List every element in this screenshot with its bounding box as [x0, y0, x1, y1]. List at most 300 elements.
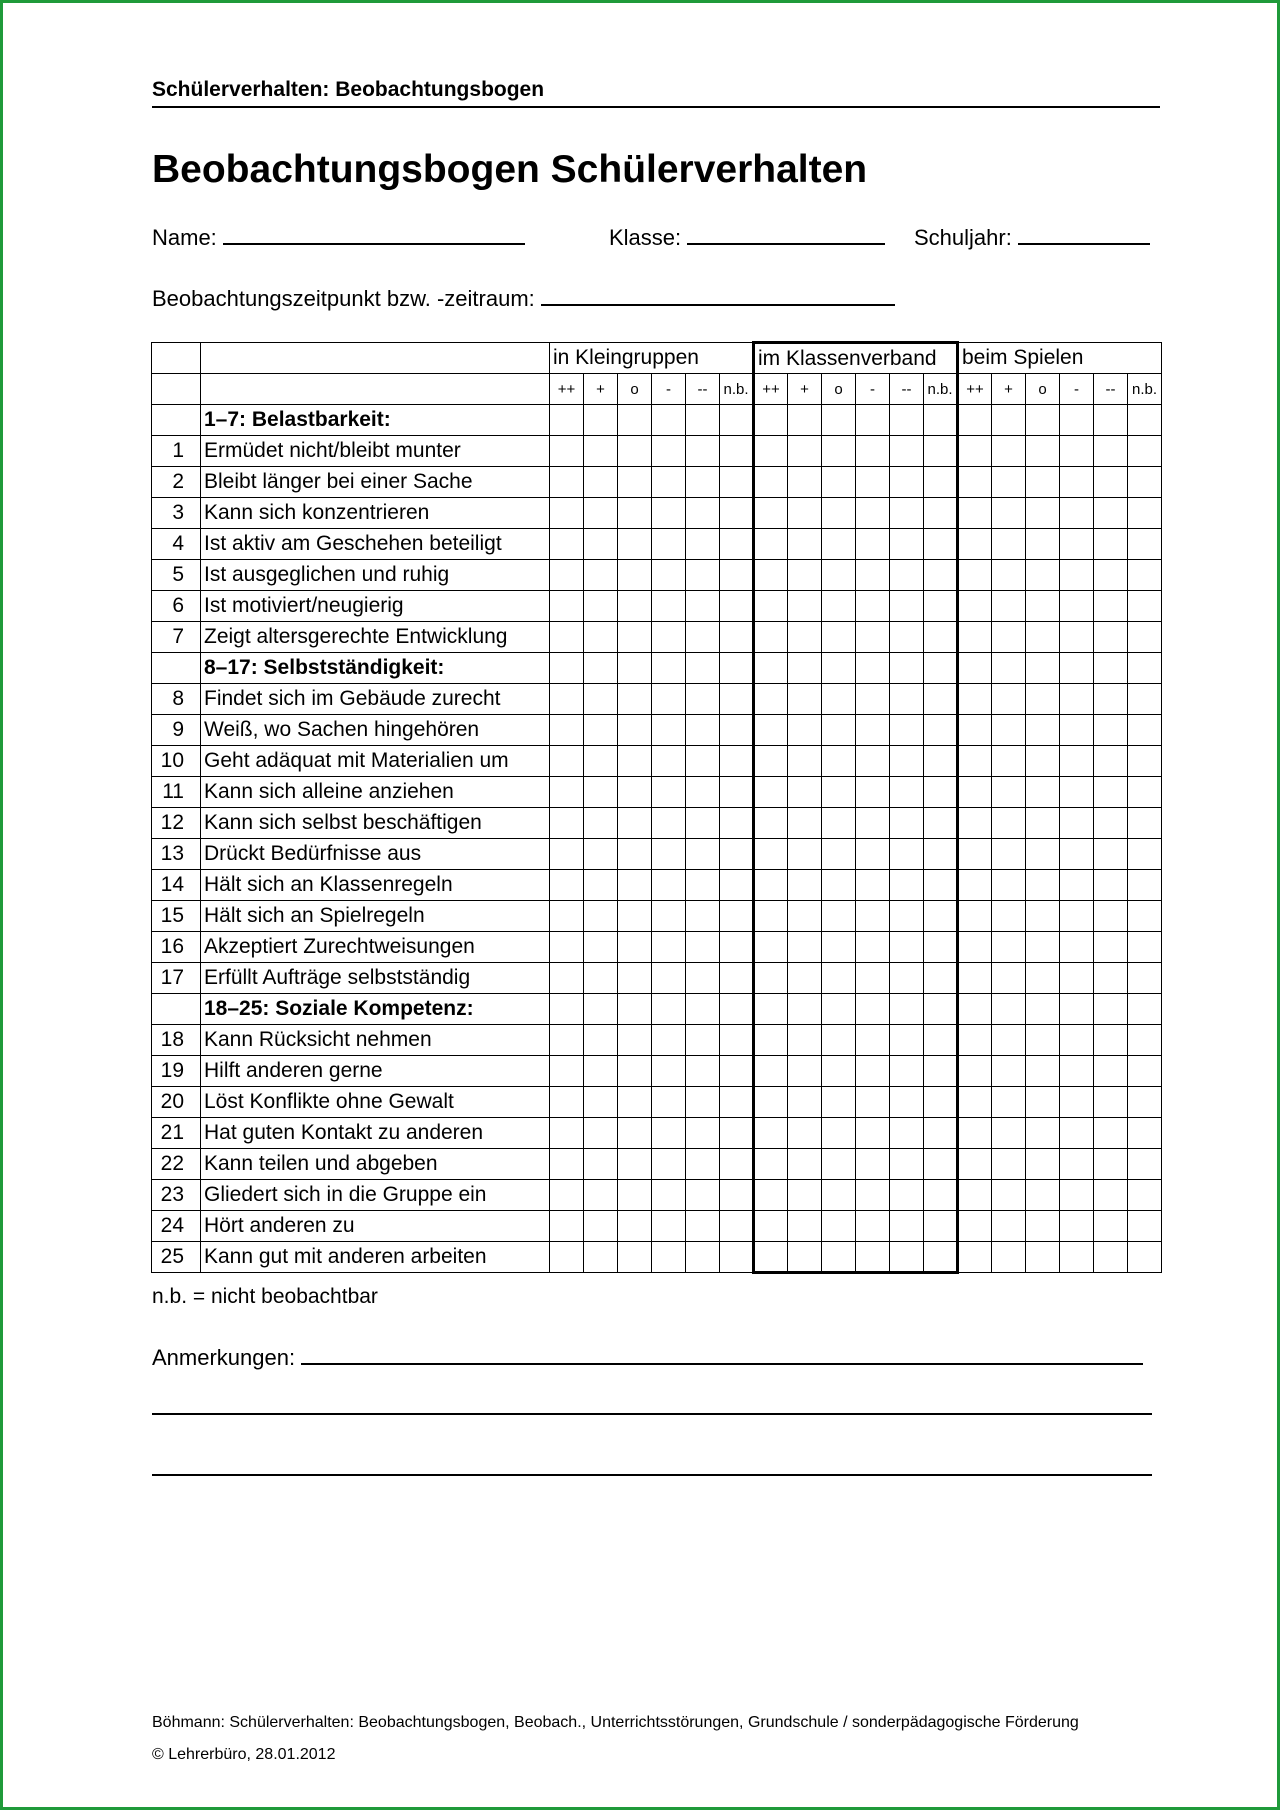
rating-checkbox[interactable] — [822, 994, 856, 1025]
rating-checkbox[interactable] — [686, 653, 720, 684]
rating-checkbox[interactable] — [550, 591, 584, 622]
rating-checkbox[interactable] — [1094, 1242, 1128, 1273]
rating-checkbox[interactable] — [686, 870, 720, 901]
rating-checkbox[interactable] — [856, 1211, 890, 1242]
rating-checkbox[interactable] — [686, 560, 720, 591]
rating-checkbox[interactable] — [924, 1118, 958, 1149]
rating-checkbox[interactable] — [992, 653, 1026, 684]
rating-checkbox[interactable] — [652, 1149, 686, 1180]
rating-checkbox[interactable] — [1026, 1149, 1060, 1180]
rating-checkbox[interactable] — [652, 622, 686, 653]
rating-checkbox[interactable] — [584, 994, 618, 1025]
rating-checkbox[interactable] — [1026, 994, 1060, 1025]
rating-checkbox[interactable] — [788, 932, 822, 963]
rating-checkbox[interactable] — [1026, 405, 1060, 436]
rating-checkbox[interactable] — [992, 932, 1026, 963]
rating-checkbox[interactable] — [890, 777, 924, 808]
rating-checkbox[interactable] — [822, 529, 856, 560]
rating-checkbox[interactable] — [1060, 1242, 1094, 1273]
rating-checkbox[interactable] — [958, 529, 992, 560]
rating-checkbox[interactable] — [992, 870, 1026, 901]
rating-checkbox[interactable] — [720, 1180, 754, 1211]
rating-checkbox[interactable] — [822, 1025, 856, 1056]
rating-checkbox[interactable] — [1026, 1180, 1060, 1211]
rating-checkbox[interactable] — [1094, 560, 1128, 591]
rating-checkbox[interactable] — [788, 405, 822, 436]
rating-checkbox[interactable] — [550, 653, 584, 684]
rating-checkbox[interactable] — [1128, 839, 1162, 870]
rating-checkbox[interactable] — [822, 1242, 856, 1273]
rating-checkbox[interactable] — [584, 622, 618, 653]
rating-checkbox[interactable] — [1026, 715, 1060, 746]
rating-checkbox[interactable] — [618, 405, 652, 436]
rating-checkbox[interactable] — [958, 1149, 992, 1180]
rating-checkbox[interactable] — [890, 715, 924, 746]
rating-checkbox[interactable] — [788, 1025, 822, 1056]
rating-checkbox[interactable] — [720, 467, 754, 498]
rating-checkbox[interactable] — [1026, 963, 1060, 994]
rating-checkbox[interactable] — [856, 932, 890, 963]
rating-checkbox[interactable] — [618, 1242, 652, 1273]
rating-checkbox[interactable] — [550, 777, 584, 808]
rating-checkbox[interactable] — [1026, 560, 1060, 591]
rating-checkbox[interactable] — [992, 684, 1026, 715]
rating-checkbox[interactable] — [822, 498, 856, 529]
rating-checkbox[interactable] — [992, 529, 1026, 560]
rating-checkbox[interactable] — [822, 1149, 856, 1180]
rating-checkbox[interactable] — [788, 684, 822, 715]
rating-checkbox[interactable] — [686, 963, 720, 994]
rating-checkbox[interactable] — [924, 1087, 958, 1118]
rating-checkbox[interactable] — [924, 715, 958, 746]
rating-checkbox[interactable] — [720, 1211, 754, 1242]
rating-checkbox[interactable] — [788, 1211, 822, 1242]
rating-checkbox[interactable] — [550, 932, 584, 963]
rating-checkbox[interactable] — [652, 994, 686, 1025]
rating-checkbox[interactable] — [856, 777, 890, 808]
rating-checkbox[interactable] — [890, 1180, 924, 1211]
rating-checkbox[interactable] — [652, 591, 686, 622]
rating-checkbox[interactable] — [754, 1180, 788, 1211]
rating-checkbox[interactable] — [550, 467, 584, 498]
rating-checkbox[interactable] — [958, 1056, 992, 1087]
rating-checkbox[interactable] — [822, 591, 856, 622]
rating-checkbox[interactable] — [652, 870, 686, 901]
rating-checkbox[interactable] — [1060, 901, 1094, 932]
rating-checkbox[interactable] — [1128, 1242, 1162, 1273]
rating-checkbox[interactable] — [1094, 498, 1128, 529]
rating-checkbox[interactable] — [754, 715, 788, 746]
rating-checkbox[interactable] — [856, 560, 890, 591]
rating-checkbox[interactable] — [890, 436, 924, 467]
rating-checkbox[interactable] — [1060, 963, 1094, 994]
rating-checkbox[interactable] — [584, 1056, 618, 1087]
rating-checkbox[interactable] — [686, 436, 720, 467]
rating-checkbox[interactable] — [890, 1087, 924, 1118]
rating-checkbox[interactable] — [686, 777, 720, 808]
rating-checkbox[interactable] — [618, 777, 652, 808]
rating-checkbox[interactable] — [822, 1211, 856, 1242]
rating-checkbox[interactable] — [958, 467, 992, 498]
rating-checkbox[interactable] — [822, 715, 856, 746]
rating-checkbox[interactable] — [1026, 622, 1060, 653]
rating-checkbox[interactable] — [720, 808, 754, 839]
remarks-blank-3[interactable] — [152, 1474, 1152, 1476]
rating-checkbox[interactable] — [890, 405, 924, 436]
rating-checkbox[interactable] — [856, 467, 890, 498]
rating-checkbox[interactable] — [754, 870, 788, 901]
rating-checkbox[interactable] — [618, 653, 652, 684]
rating-checkbox[interactable] — [958, 932, 992, 963]
rating-checkbox[interactable] — [890, 808, 924, 839]
rating-checkbox[interactable] — [856, 994, 890, 1025]
rating-checkbox[interactable] — [992, 467, 1026, 498]
rating-checkbox[interactable] — [652, 1242, 686, 1273]
rating-checkbox[interactable] — [1060, 467, 1094, 498]
rating-checkbox[interactable] — [788, 591, 822, 622]
rating-checkbox[interactable] — [890, 1149, 924, 1180]
rating-checkbox[interactable] — [686, 1087, 720, 1118]
rating-checkbox[interactable] — [584, 1180, 618, 1211]
rating-checkbox[interactable] — [754, 622, 788, 653]
rating-checkbox[interactable] — [856, 715, 890, 746]
rating-checkbox[interactable] — [652, 963, 686, 994]
rating-checkbox[interactable] — [550, 1025, 584, 1056]
rating-checkbox[interactable] — [720, 1242, 754, 1273]
rating-checkbox[interactable] — [992, 1056, 1026, 1087]
rating-checkbox[interactable] — [788, 560, 822, 591]
rating-checkbox[interactable] — [618, 932, 652, 963]
rating-checkbox[interactable] — [1060, 1025, 1094, 1056]
rating-checkbox[interactable] — [958, 1087, 992, 1118]
rating-checkbox[interactable] — [686, 405, 720, 436]
rating-checkbox[interactable] — [856, 1025, 890, 1056]
rating-checkbox[interactable] — [550, 498, 584, 529]
rating-checkbox[interactable] — [686, 684, 720, 715]
rating-checkbox[interactable] — [754, 529, 788, 560]
rating-checkbox[interactable] — [754, 591, 788, 622]
rating-checkbox[interactable] — [890, 467, 924, 498]
rating-checkbox[interactable] — [1094, 1211, 1128, 1242]
rating-checkbox[interactable] — [720, 746, 754, 777]
rating-checkbox[interactable] — [958, 436, 992, 467]
rating-checkbox[interactable] — [856, 1056, 890, 1087]
rating-checkbox[interactable] — [584, 560, 618, 591]
period-blank[interactable] — [541, 286, 895, 306]
rating-checkbox[interactable] — [686, 1056, 720, 1087]
rating-checkbox[interactable] — [652, 1056, 686, 1087]
rating-checkbox[interactable] — [1060, 746, 1094, 777]
rating-checkbox[interactable] — [618, 529, 652, 560]
rating-checkbox[interactable] — [788, 653, 822, 684]
rating-checkbox[interactable] — [1128, 436, 1162, 467]
rating-checkbox[interactable] — [686, 1211, 720, 1242]
rating-checkbox[interactable] — [584, 529, 618, 560]
rating-checkbox[interactable] — [856, 1149, 890, 1180]
rating-checkbox[interactable] — [856, 746, 890, 777]
rating-checkbox[interactable] — [652, 684, 686, 715]
rating-checkbox[interactable] — [1026, 839, 1060, 870]
rating-checkbox[interactable] — [1094, 901, 1128, 932]
rating-checkbox[interactable] — [788, 1087, 822, 1118]
rating-checkbox[interactable] — [1060, 405, 1094, 436]
rating-checkbox[interactable] — [924, 653, 958, 684]
rating-checkbox[interactable] — [720, 653, 754, 684]
rating-checkbox[interactable] — [652, 436, 686, 467]
rating-checkbox[interactable] — [550, 715, 584, 746]
rating-checkbox[interactable] — [788, 622, 822, 653]
rating-checkbox[interactable] — [1026, 1056, 1060, 1087]
rating-checkbox[interactable] — [992, 1118, 1026, 1149]
rating-checkbox[interactable] — [1094, 684, 1128, 715]
rating-checkbox[interactable] — [856, 808, 890, 839]
rating-checkbox[interactable] — [652, 1118, 686, 1149]
rating-checkbox[interactable] — [1060, 715, 1094, 746]
rating-checkbox[interactable] — [1026, 498, 1060, 529]
rating-checkbox[interactable] — [618, 1149, 652, 1180]
rating-checkbox[interactable] — [618, 1056, 652, 1087]
rating-checkbox[interactable] — [618, 715, 652, 746]
rating-checkbox[interactable] — [550, 529, 584, 560]
rating-checkbox[interactable] — [720, 901, 754, 932]
rating-checkbox[interactable] — [720, 1087, 754, 1118]
rating-checkbox[interactable] — [584, 467, 618, 498]
rating-checkbox[interactable] — [652, 777, 686, 808]
rating-checkbox[interactable] — [686, 808, 720, 839]
rating-checkbox[interactable] — [1060, 591, 1094, 622]
rating-checkbox[interactable] — [1128, 870, 1162, 901]
rating-checkbox[interactable] — [618, 591, 652, 622]
rating-checkbox[interactable] — [652, 405, 686, 436]
rating-checkbox[interactable] — [618, 560, 652, 591]
rating-checkbox[interactable] — [550, 994, 584, 1025]
rating-checkbox[interactable] — [618, 467, 652, 498]
rating-checkbox[interactable] — [584, 1242, 618, 1273]
rating-checkbox[interactable] — [1060, 436, 1094, 467]
rating-checkbox[interactable] — [822, 1087, 856, 1118]
rating-checkbox[interactable] — [1094, 839, 1128, 870]
rating-checkbox[interactable] — [1026, 901, 1060, 932]
rating-checkbox[interactable] — [720, 684, 754, 715]
rating-checkbox[interactable] — [550, 746, 584, 777]
rating-checkbox[interactable] — [1060, 1211, 1094, 1242]
rating-checkbox[interactable] — [754, 1025, 788, 1056]
remarks-blank-2[interactable] — [152, 1413, 1152, 1415]
rating-checkbox[interactable] — [720, 436, 754, 467]
rating-checkbox[interactable] — [618, 839, 652, 870]
rating-checkbox[interactable] — [720, 777, 754, 808]
rating-checkbox[interactable] — [754, 653, 788, 684]
rating-checkbox[interactable] — [822, 467, 856, 498]
rating-checkbox[interactable] — [584, 746, 618, 777]
rating-checkbox[interactable] — [924, 467, 958, 498]
rating-checkbox[interactable] — [550, 1211, 584, 1242]
rating-checkbox[interactable] — [754, 498, 788, 529]
rating-checkbox[interactable] — [720, 529, 754, 560]
rating-checkbox[interactable] — [1060, 1056, 1094, 1087]
rating-checkbox[interactable] — [584, 653, 618, 684]
rating-checkbox[interactable] — [788, 715, 822, 746]
rating-checkbox[interactable] — [856, 1242, 890, 1273]
rating-checkbox[interactable] — [584, 1149, 618, 1180]
rating-checkbox[interactable] — [618, 498, 652, 529]
rating-checkbox[interactable] — [1094, 405, 1128, 436]
rating-checkbox[interactable] — [550, 1242, 584, 1273]
rating-checkbox[interactable] — [686, 1149, 720, 1180]
rating-checkbox[interactable] — [720, 405, 754, 436]
rating-checkbox[interactable] — [924, 1242, 958, 1273]
rating-checkbox[interactable] — [822, 870, 856, 901]
rating-checkbox[interactable] — [856, 870, 890, 901]
rating-checkbox[interactable] — [958, 808, 992, 839]
rating-checkbox[interactable] — [686, 715, 720, 746]
rating-checkbox[interactable] — [924, 1211, 958, 1242]
rating-checkbox[interactable] — [550, 1056, 584, 1087]
rating-checkbox[interactable] — [1026, 1025, 1060, 1056]
rating-checkbox[interactable] — [958, 1180, 992, 1211]
rating-checkbox[interactable] — [992, 901, 1026, 932]
rating-checkbox[interactable] — [720, 994, 754, 1025]
rating-checkbox[interactable] — [958, 1118, 992, 1149]
rating-checkbox[interactable] — [1094, 932, 1128, 963]
rating-checkbox[interactable] — [1094, 529, 1128, 560]
rating-checkbox[interactable] — [992, 777, 1026, 808]
rating-checkbox[interactable] — [924, 1056, 958, 1087]
rating-checkbox[interactable] — [958, 870, 992, 901]
rating-checkbox[interactable] — [856, 498, 890, 529]
rating-checkbox[interactable] — [890, 1025, 924, 1056]
rating-checkbox[interactable] — [1128, 777, 1162, 808]
rating-checkbox[interactable] — [992, 1242, 1026, 1273]
rating-checkbox[interactable] — [652, 808, 686, 839]
rating-checkbox[interactable] — [1128, 1118, 1162, 1149]
rating-checkbox[interactable] — [890, 653, 924, 684]
rating-checkbox[interactable] — [992, 591, 1026, 622]
rating-checkbox[interactable] — [1094, 622, 1128, 653]
rating-checkbox[interactable] — [890, 1118, 924, 1149]
rating-checkbox[interactable] — [1026, 684, 1060, 715]
rating-checkbox[interactable] — [686, 498, 720, 529]
rating-checkbox[interactable] — [652, 467, 686, 498]
rating-checkbox[interactable] — [924, 746, 958, 777]
rating-checkbox[interactable] — [1060, 1087, 1094, 1118]
rating-checkbox[interactable] — [652, 839, 686, 870]
rating-checkbox[interactable] — [686, 1180, 720, 1211]
rating-checkbox[interactable] — [652, 1025, 686, 1056]
rating-checkbox[interactable] — [958, 715, 992, 746]
rating-checkbox[interactable] — [788, 1056, 822, 1087]
year-blank[interactable] — [1018, 225, 1150, 245]
rating-checkbox[interactable] — [754, 777, 788, 808]
rating-checkbox[interactable] — [1128, 405, 1162, 436]
rating-checkbox[interactable] — [618, 1211, 652, 1242]
rating-checkbox[interactable] — [1094, 1087, 1128, 1118]
rating-checkbox[interactable] — [584, 405, 618, 436]
rating-checkbox[interactable] — [584, 839, 618, 870]
rating-checkbox[interactable] — [788, 498, 822, 529]
rating-checkbox[interactable] — [754, 1242, 788, 1273]
rating-checkbox[interactable] — [1128, 622, 1162, 653]
rating-checkbox[interactable] — [822, 1180, 856, 1211]
rating-checkbox[interactable] — [754, 963, 788, 994]
rating-checkbox[interactable] — [958, 777, 992, 808]
rating-checkbox[interactable] — [618, 622, 652, 653]
rating-checkbox[interactable] — [686, 839, 720, 870]
rating-checkbox[interactable] — [1060, 498, 1094, 529]
rating-checkbox[interactable] — [720, 870, 754, 901]
rating-checkbox[interactable] — [720, 932, 754, 963]
rating-checkbox[interactable] — [958, 653, 992, 684]
rating-checkbox[interactable] — [822, 653, 856, 684]
rating-checkbox[interactable] — [584, 777, 618, 808]
rating-checkbox[interactable] — [958, 622, 992, 653]
rating-checkbox[interactable] — [788, 901, 822, 932]
rating-checkbox[interactable] — [992, 1211, 1026, 1242]
rating-checkbox[interactable] — [958, 560, 992, 591]
rating-checkbox[interactable] — [618, 808, 652, 839]
rating-checkbox[interactable] — [1128, 498, 1162, 529]
rating-checkbox[interactable] — [822, 746, 856, 777]
rating-checkbox[interactable] — [686, 591, 720, 622]
rating-checkbox[interactable] — [584, 963, 618, 994]
rating-checkbox[interactable] — [924, 436, 958, 467]
rating-checkbox[interactable] — [754, 808, 788, 839]
rating-checkbox[interactable] — [550, 405, 584, 436]
rating-checkbox[interactable] — [992, 1025, 1026, 1056]
rating-checkbox[interactable] — [550, 1087, 584, 1118]
rating-checkbox[interactable] — [822, 777, 856, 808]
rating-checkbox[interactable] — [754, 901, 788, 932]
rating-checkbox[interactable] — [958, 1242, 992, 1273]
rating-checkbox[interactable] — [822, 560, 856, 591]
rating-checkbox[interactable] — [754, 684, 788, 715]
rating-checkbox[interactable] — [856, 1180, 890, 1211]
rating-checkbox[interactable] — [788, 467, 822, 498]
rating-checkbox[interactable] — [788, 963, 822, 994]
rating-checkbox[interactable] — [856, 901, 890, 932]
rating-checkbox[interactable] — [584, 498, 618, 529]
rating-checkbox[interactable] — [686, 622, 720, 653]
rating-checkbox[interactable] — [1128, 808, 1162, 839]
rating-checkbox[interactable] — [584, 870, 618, 901]
rating-checkbox[interactable] — [686, 1242, 720, 1273]
rating-checkbox[interactable] — [652, 1180, 686, 1211]
rating-checkbox[interactable] — [1094, 777, 1128, 808]
rating-checkbox[interactable] — [618, 870, 652, 901]
rating-checkbox[interactable] — [958, 591, 992, 622]
rating-checkbox[interactable] — [890, 498, 924, 529]
rating-checkbox[interactable] — [1094, 746, 1128, 777]
rating-checkbox[interactable] — [720, 622, 754, 653]
rating-checkbox[interactable] — [584, 715, 618, 746]
rating-checkbox[interactable] — [822, 839, 856, 870]
rating-checkbox[interactable] — [1128, 591, 1162, 622]
rating-checkbox[interactable] — [550, 870, 584, 901]
rating-checkbox[interactable] — [652, 715, 686, 746]
rating-checkbox[interactable] — [924, 560, 958, 591]
rating-checkbox[interactable] — [1026, 777, 1060, 808]
rating-checkbox[interactable] — [1026, 1118, 1060, 1149]
rating-checkbox[interactable] — [686, 901, 720, 932]
rating-checkbox[interactable] — [754, 467, 788, 498]
rating-checkbox[interactable] — [1026, 1087, 1060, 1118]
rating-checkbox[interactable] — [754, 932, 788, 963]
rating-checkbox[interactable] — [1026, 529, 1060, 560]
rating-checkbox[interactable] — [550, 808, 584, 839]
rating-checkbox[interactable] — [618, 994, 652, 1025]
rating-checkbox[interactable] — [822, 405, 856, 436]
rating-checkbox[interactable] — [1128, 1087, 1162, 1118]
